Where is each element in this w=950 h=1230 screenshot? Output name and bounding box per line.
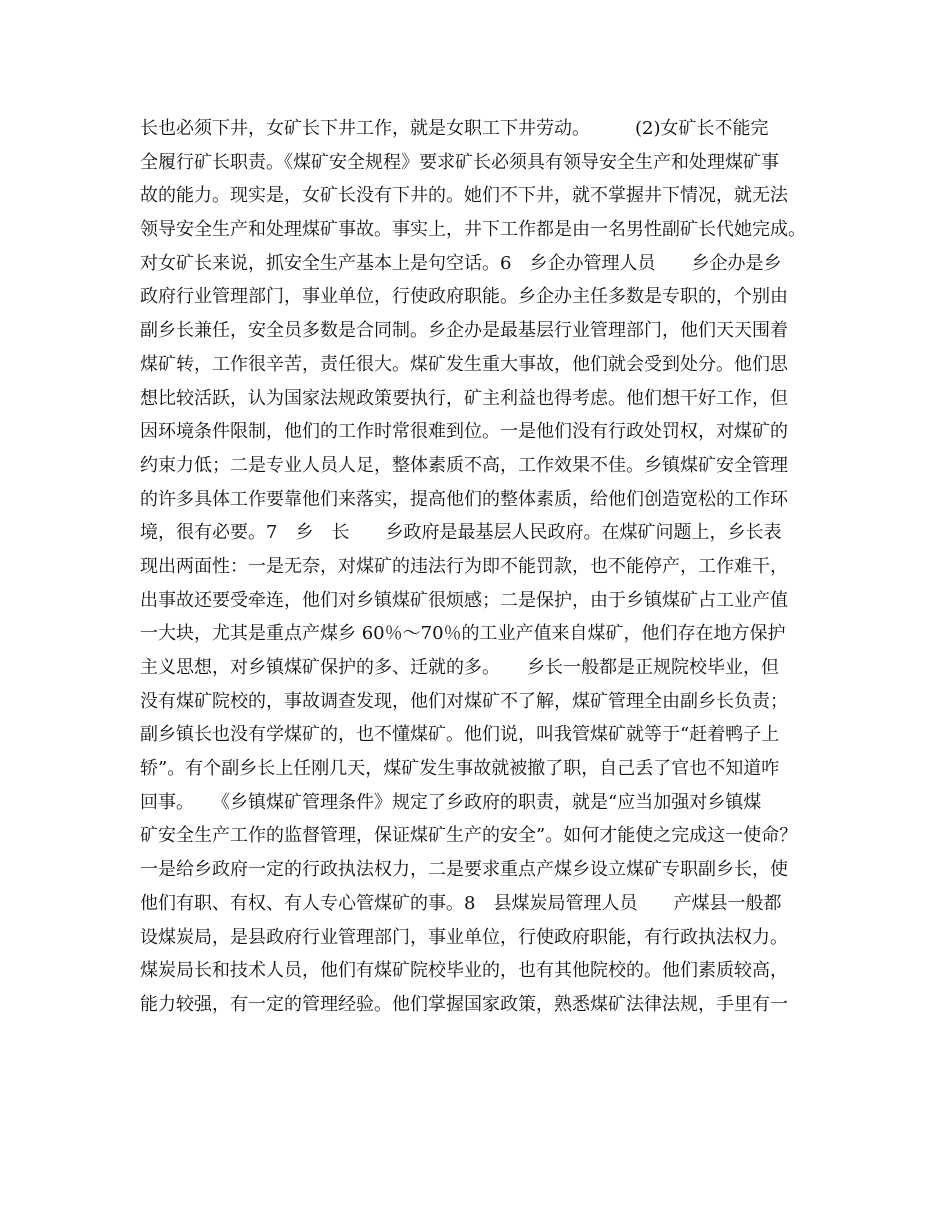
text-line: 约束力低；二是专业人员人足，整体素质不高，工作效果不佳。乡镇煤矿安全管理	[140, 454, 788, 476]
text-line: 煤炭局长和技术人员，他们有煤矿院校毕业的，也有其他院校的。他们素质较高，	[140, 960, 788, 982]
text-line: 矿安全生产工作的监督管理，保证煤矿生产的安全”。如何才能使之完成这一使命？	[140, 825, 798, 847]
body-text	[140, 112, 830, 1022]
text-line: 境，很有必要。7 乡 长 乡政府是最基层人民政府。在煤矿问题上，乡长表	[140, 522, 782, 544]
text-line: 副乡长兼任，安全员多数是合同制。乡企办是最基层行业管理部门，他们天天围着	[140, 320, 788, 342]
text-line: 领导安全生产和处理煤矿事故。事实上，井下工作都是由一名男性副矿长代她完成。	[140, 219, 806, 241]
text-line: 他们有职、有权、有人专心管煤矿的事。8 县煤炭局管理人员 产煤县一般都	[140, 892, 782, 914]
text-line: 想比较活跃，认为国家法规政策要执行，矿主利益也得考虑。他们想干好工作，但	[140, 387, 788, 409]
text-line: 一大块，尤其是重点产煤乡 60％～70％的工业产值来自煤矿，他们存在地方保护	[140, 623, 786, 645]
text-line: 主义思想，对乡镇煤矿保护的多、迁就的多。 乡长一般都是正规院校毕业，但	[140, 657, 779, 678]
text-line: 故的能力。现实是，女矿长没有下井的。她们不下井，就不掌握井下情况，就无法	[140, 185, 788, 207]
text-line: 现出两面性：一是无奈，对煤矿的违法行为即不能罚款，也不能停产，工作难干，	[140, 555, 788, 577]
text-line: 回事。 《乡镇煤矿管理条件》规定了乡政府的职责，就是“应当加强对乡镇煤	[140, 791, 762, 813]
text-line: 出事故还要受牵连，他们对乡镇煤矿很烦感；二是保护，由于乡镇煤矿占工业产值	[140, 589, 788, 611]
text-line: 对女矿长来说，抓安全生产基本上是句空话。6 乡企办管理人员 乡企办是乡	[140, 252, 782, 274]
text-line: 副乡镇长也没有学煤矿的，也不懂煤矿。他们说，叫我管煤矿就等于“赶着鸭子上	[140, 724, 780, 746]
text-line: 轿”。有个副乡长上任刚几天，煤矿发生事故就被撤了职，自己丢了官也不知道咋	[140, 758, 780, 780]
text-line: 因环境条件限制，他们的工作时常很难到位。一是他们没有行政处罚权，对煤矿的	[140, 421, 788, 443]
text-line: 的许多具体工作要靠他们来落实，提高他们的整体素质，给他们创造宽松的工作环	[140, 488, 788, 510]
text-line: 能力较强，有一定的管理经验。他们掌握国家政策，熟悉煤矿法律法规，手里有一	[140, 993, 788, 1015]
text-line: 政府行业管理部门，事业单位，行使政府职能。乡企办主任多数是专职的，个别由	[140, 286, 788, 308]
text-line: 长也必须下井，女矿长下井工作，就是女职工下井劳动。 (2)女矿长不能完	[140, 118, 769, 139]
text-line: 全履行矿长职责。《煤矿安全规程》要求矿长必须具有领导安全生产和处理煤矿事	[140, 151, 779, 173]
text-line: 设煤炭局，是县政府行业管理部门，事业单位，行使政府职能，有行政执法权力。	[140, 926, 788, 948]
text-line: 煤矿转，工作很辛苦，责任很大。煤矿发生重大事故，他们就会受到处分。他们思	[140, 353, 788, 375]
text-line: 一是给乡政府一定的行政执法权力，二是要求重点产煤乡设立煤矿专职副乡长，使	[140, 859, 788, 881]
text-line: 没有煤矿院校的，事故调查发现，他们对煤矿不了解，煤矿管理全由副乡长负责；	[140, 690, 788, 712]
